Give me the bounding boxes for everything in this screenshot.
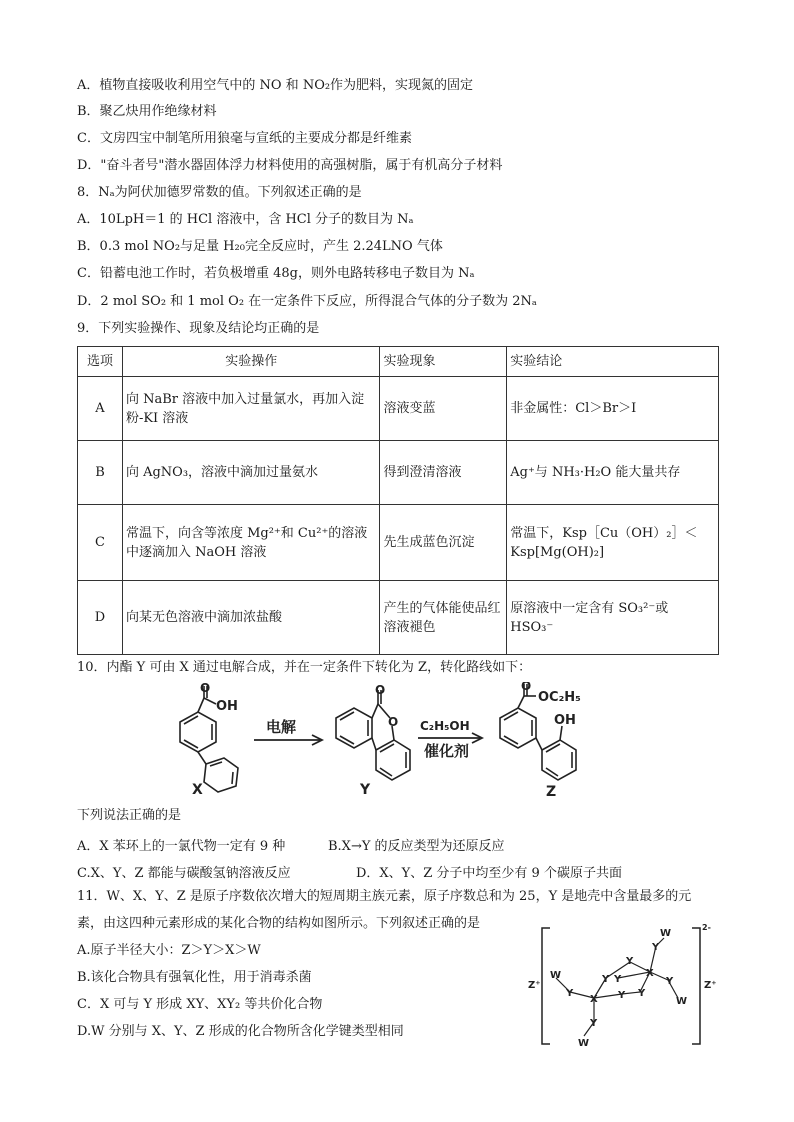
atom-w: W (550, 970, 562, 981)
atom-y: Y (626, 956, 634, 967)
q7-option-d: D．"奋斗者号"潜水器固体浮力材料使用的高强树脂，属于有机高分子材料 (77, 158, 503, 173)
y-carbonyl-o: O (375, 683, 386, 697)
cation-left: Z⁺ (528, 980, 541, 991)
q9-title: 9．下列实验操作、现象及结论均正确的是 (77, 321, 320, 336)
table-cell: 向某无色溶液中滴加浓盐酸 (122, 581, 380, 655)
q11-title-line2: 素，由这四种元素形成的某化合物的结构如图所示。下列叙述正确的是 (77, 916, 481, 931)
table-cell: A (78, 377, 123, 441)
arrow1-label: 电解 (266, 718, 297, 736)
experiment-table (77, 346, 719, 655)
cation-right: Z⁺ (704, 980, 717, 991)
atom-w: W (660, 928, 672, 939)
q10-option-d: D．X、Y、Z 分子中均至少有 9 个碳原子共面 (356, 866, 622, 881)
q11-option-b: B.该化合物具有强氧化性，用于消毒杀菌 (77, 970, 312, 985)
x-carbonyl-o: O (200, 682, 211, 695)
table-cell: 常温下，Ksp［Cu（OH）₂］＜Ksp[Mg(OH)₂] (507, 505, 719, 581)
atom-w: W (676, 996, 688, 1007)
label-z: Z (546, 784, 557, 800)
q8-option-a: A．10LpH＝1 的 HCl 溶液中，含 HCl 分子的数目为 Nₐ (77, 212, 414, 227)
table-cell: 向 NaBr 溶液中加入过量氯水，再加入淀粉-KI 溶液 (122, 377, 380, 441)
q10-option-c: C.X、Y、Z 都能与碳酸氢钠溶液反应 (77, 866, 291, 881)
table-cell: 原溶液中一定含有 SO₃²⁻或 HSO₃⁻ (507, 581, 719, 655)
atom-x: X (646, 968, 654, 979)
y-ring-o: O (388, 715, 399, 729)
structure-brackets (542, 928, 700, 1044)
z-oh-label: OH (554, 713, 576, 728)
atom-y: Y (638, 988, 646, 999)
structure-bonds (556, 938, 678, 1036)
compound-structure (522, 922, 722, 1052)
atom-w: W (578, 1038, 590, 1049)
table-cell: Ag⁺与 NH₃·H₂O 能大量共存 (507, 441, 719, 505)
table-cell: C (78, 505, 123, 581)
q8-option-b: B．0.3 mol NO₂与足量 H₂₀完全反应时，产生 2.24LNO 气体 (77, 239, 443, 254)
arrow2-catalyst: 催化剂 (424, 742, 470, 760)
label-x: X (192, 782, 203, 798)
table-cell: 得到澄清溶液 (380, 441, 507, 505)
q10-option-b: B.X→Y 的反应类型为还原反应 (328, 839, 505, 854)
atom-y: Y (666, 976, 674, 987)
q10-title: 10．内酯 Y 可由 X 通过电解合成，并在一定条件下转化为 Z，转化路线如下： (77, 660, 532, 675)
reaction-scheme (150, 682, 630, 800)
q8-option-c: C．铅蓄电池工作时，若负极增重 48g，则外电路转移电子数目为 Nₐ (77, 266, 475, 281)
header-cell: 选项 (78, 347, 123, 377)
molecule-y (336, 690, 410, 780)
atom-y: Y (602, 974, 610, 985)
table-cell: 产生的气体能使品红溶液褪色 (380, 581, 507, 655)
table-cell: B (78, 441, 123, 505)
atom-y: Y (652, 942, 660, 953)
q10-prompt: 下列说法正确的是 (77, 808, 182, 823)
x-oh-label: OH (216, 699, 238, 714)
z-carbonyl-o: O (521, 682, 532, 693)
atom-y: Y (566, 988, 574, 999)
table-cell: 向 AgNO₃，溶液中滴加过量氨水 (122, 441, 380, 505)
table-row (78, 505, 719, 581)
label-y: Y (360, 782, 371, 798)
arrow2-reagent: C₂H₅OH (420, 719, 470, 733)
table-row (78, 581, 719, 655)
q7-option-a: A．植物直接吸收利用空气中的 NO 和 NO₂作为肥料，实现氮的固定 (77, 78, 474, 93)
arrow-electrolysis (254, 735, 322, 745)
table-cell: 非金属性：Cl＞Br＞I (507, 377, 719, 441)
table-header-row (78, 347, 719, 377)
table-cell: 先生成蓝色沉淀 (380, 505, 507, 581)
atom-y: Y (590, 1018, 598, 1029)
header-cell: 实验结论 (507, 347, 719, 377)
table-row (78, 441, 719, 505)
table-row (78, 377, 719, 441)
atom-y: Y (614, 974, 622, 985)
q8-title: 8．Nₐ为阿伏加德罗常数的值。下列叙述正确的是 (77, 185, 362, 200)
z-ester-label: OC₂H₅ (538, 690, 581, 705)
q7-option-c: C．文房四宝中制笔所用狼毫与宣纸的主要成分都是纤维素 (77, 131, 412, 146)
header-cell: 实验现象 (380, 347, 507, 377)
atom-x: X (590, 994, 598, 1005)
q11-option-a: A.原子半径大小：Z＞Y＞X＞W (77, 943, 261, 958)
q11-title-line1: 11．W、X、Y、Z 是原子序数依次增大的短周期主族元素，原子序数总和为 25，Y 是地壳中含量最多的元 (77, 889, 692, 904)
header-cell: 实验操作 (122, 347, 380, 377)
q8-option-d: D．2 mol SO₂ 和 1 mol O₂ 在一定条件下反应，所得混合气体的分子数为 2Nₐ (77, 294, 537, 309)
table-cell: 溶液变蓝 (380, 377, 507, 441)
atom-y: Y (618, 990, 626, 1001)
anion-charge: 2- (702, 923, 711, 932)
table-cell: 常温下，向含等浓度 Mg²⁺和 Cu²⁺的溶液中逐滴加入 NaOH 溶液 (122, 505, 380, 581)
table-cell: D (78, 581, 123, 655)
q11-option-c: C．X 可与 Y 形成 XY、XY₂ 等共价化合物 (77, 997, 323, 1012)
q10-option-a: A．X 苯环上的一氯代物一定有 9 种 (77, 839, 286, 854)
q7-option-b: B．聚乙炔用作绝缘材料 (77, 104, 217, 119)
q11-option-d: D.W 分别与 X、Y、Z 形成的化合物所含化学键类型相同 (77, 1024, 404, 1039)
